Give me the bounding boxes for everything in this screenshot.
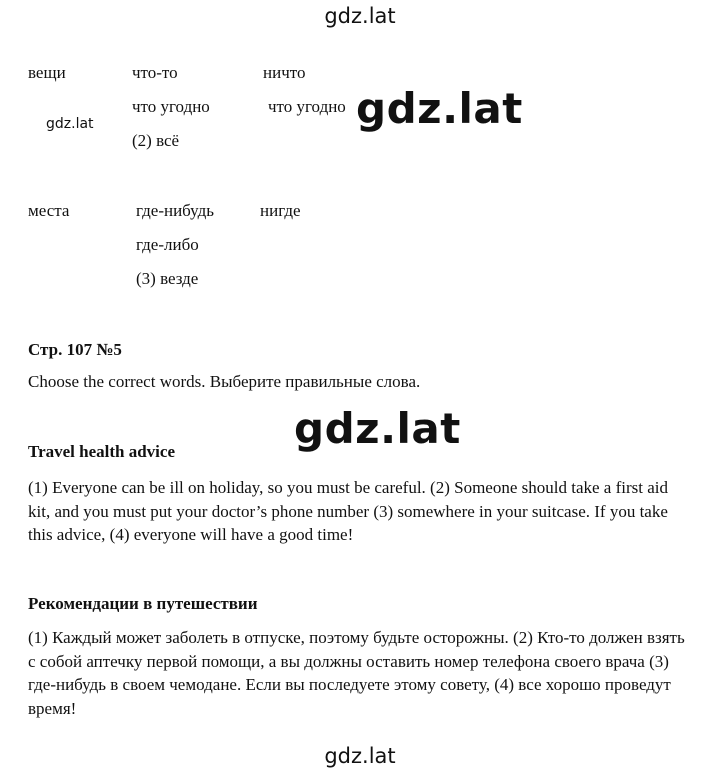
- watermark-large-2: gdz.lat: [294, 404, 461, 453]
- cell-places-col3-1: нигде: [260, 201, 301, 220]
- english-title: Travel health advice: [28, 442, 175, 461]
- cell-things-col2-1: что-то: [132, 63, 178, 82]
- russian-title: Рекомендации в путешествии: [28, 594, 258, 613]
- row-label-things: вещи: [28, 63, 66, 82]
- watermark-top: gdz.lat: [324, 4, 396, 28]
- watermark-large-1: gdz.lat: [356, 84, 523, 133]
- watermark-small: gdz.lat: [46, 116, 94, 132]
- cell-places-col2-1: где-нибудь: [136, 201, 215, 220]
- exercise-heading: Стр. 107 №5: [28, 340, 122, 359]
- watermark-bottom: gdz.lat: [324, 744, 396, 768]
- cell-things-col2-2: что угодно: [132, 97, 210, 116]
- cell-things-col3-1: ничто: [263, 63, 306, 82]
- exercise-instruction: Choose the correct words. Выберите правильные слова.: [28, 372, 421, 391]
- cell-places-col2-3: (3) везде: [136, 269, 199, 288]
- cell-things-col3-2: что угодно: [268, 97, 346, 116]
- cell-places-col2-2: где-либо: [136, 235, 199, 254]
- russian-paragraph: (1) Каждый может заболеть в отпуске, поэтому будьте осторожны. (2) Кто-то должен взять с собой аптечку первой помощи, а вы должны оставить номер телефона своего врача (3) где-нибудь в своем чемодане. Если вы последуете этому совету, (4) все хорошо проведут время!: [28, 628, 685, 718]
- cell-things-col2-3: (2) всё: [132, 131, 180, 150]
- english-paragraph: (1) Everyone can be ill on holiday, so you must be careful. (2) Someone should take a first aid kit, and you must put your doctor’s phone number (3) somewhere in your suitcase. If you take this advice, (4) everyone will have a good time!: [28, 478, 668, 544]
- row-label-places: места: [28, 201, 70, 220]
